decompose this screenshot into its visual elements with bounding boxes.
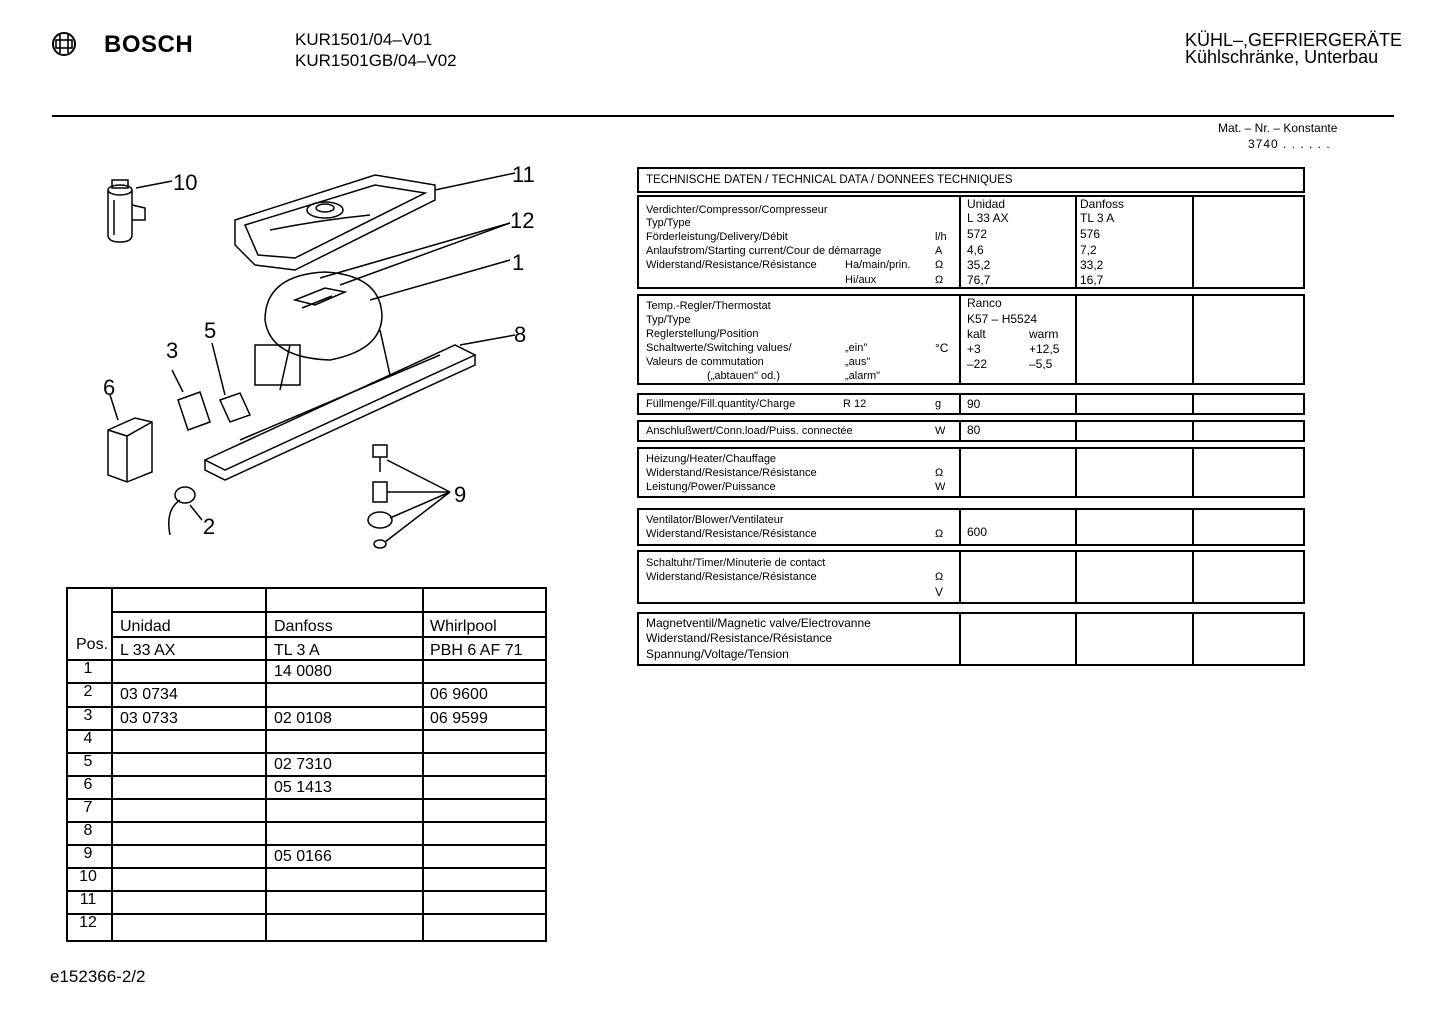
valve-block (637, 612, 1305, 666)
row-danfoss: 02 0108 (274, 710, 332, 727)
power-label: Anschlußwert/Conn.load/Puiss. connectée (646, 425, 853, 437)
thermostat-line: Valeurs de commutation (646, 356, 764, 368)
charge-unit: g (935, 398, 942, 410)
row-unidad: 03 0733 (120, 710, 178, 727)
compressor-line: Verdichter/Compressor/Compresseur (646, 204, 828, 216)
thermo-pos-a-1: +3 (967, 342, 981, 356)
row-pos: 2 (83, 683, 93, 700)
callout-8: 8 (514, 322, 527, 347)
thermo-brand: Ranco (967, 296, 1002, 310)
thermostat-block (637, 294, 1305, 385)
blower-unit: Ω (935, 528, 944, 540)
compressor-unidad: 4,6 (967, 243, 984, 257)
col-2-type: TL 3 A (274, 642, 320, 659)
row-pos: 11 (79, 891, 97, 908)
thermo-pos-a-0: kalt (967, 327, 986, 341)
col-3-name: Whirlpool (430, 618, 497, 635)
row-pos: 10 (79, 868, 97, 885)
timer-unit-2: V (935, 585, 944, 599)
compressor-line: Widerstand/Resistance/Résistance (646, 259, 817, 271)
row-whirlpool: 06 9599 (430, 710, 488, 727)
valve-line-2: Spannung/Voltage/Tension (646, 647, 789, 661)
bosch-logo (50, 30, 78, 63)
tray-part (235, 173, 515, 270)
mat-value: 3740 . . . . . . (1248, 137, 1331, 151)
col-2-name: Danfoss (274, 618, 333, 635)
compressor-block (637, 195, 1305, 289)
thermostat-line: („abtauen" od.) (707, 370, 781, 382)
parts-table (66, 587, 547, 942)
compressor-line: Förderleistung/Delivery/Débit (646, 231, 788, 243)
capacitor-part (108, 180, 172, 242)
compressor-unit: l/h (935, 231, 947, 243)
row-pos: 9 (83, 845, 93, 862)
callout-10: 10 (173, 170, 198, 195)
base-plate-part (205, 335, 515, 480)
heater-line-1: Widerstand/Resistance/Résistance (646, 467, 817, 479)
power-block (637, 420, 1305, 442)
row-pos: 3 (83, 707, 93, 724)
grommet-part (169, 487, 202, 535)
compressor-unidad: Unidad (967, 197, 1006, 211)
row-pos: 7 (83, 799, 93, 816)
timer-block (637, 550, 1305, 604)
tech-title-box (637, 167, 1305, 193)
row-pos: 5 (83, 753, 93, 770)
row-pos: 8 (83, 822, 93, 839)
row-pos: 12 (79, 914, 97, 931)
model-number-1: KUR1501/04–V01 (295, 30, 433, 49)
callout-1: 1 (512, 250, 525, 275)
mat-label: Mat. – Nr. – Konstante (1218, 121, 1338, 135)
category-title: KÜHL–,GEFRIERGERÄTE (1185, 30, 1403, 50)
power-value: 80 (967, 423, 981, 437)
charge-label: Füllmenge/Fill.quantity/Charge (646, 398, 796, 410)
blower-line-1: Widerstand/Resistance/Résistance (646, 528, 817, 540)
heater-unit-1: Ω (935, 467, 944, 479)
heater-line-2: Leistung/Power/Puissance (646, 481, 776, 493)
compressor-unit: Ω (935, 274, 944, 286)
compressor-line: Typ/Type (646, 217, 691, 229)
power-unit: W (935, 425, 946, 437)
thermo-pos-b-1: +12,5 (1029, 342, 1060, 356)
compressor-danfoss: 576 (1080, 227, 1101, 241)
timer-unit-1: Ω (935, 571, 944, 583)
row-danfoss: 05 1413 (274, 779, 332, 796)
row-pos: 6 (83, 776, 93, 793)
thermostat-mid: „ein" (845, 342, 868, 354)
row-pos: 1 (83, 660, 93, 677)
compressor-danfoss: TL 3 A (1080, 211, 1115, 225)
compressor-unidad: 35,2 (967, 258, 991, 272)
callout-3: 3 (166, 338, 179, 363)
callout-9: 9 (454, 482, 467, 507)
row-danfoss: 05 0166 (274, 848, 332, 865)
tech-title: TECHNISCHE DATEN / TECHNICAL DATA / DONNEES TECHNIQUES (646, 174, 1013, 186)
compressor-unidad: L 33 AX (967, 211, 1009, 225)
bosch-armature-icon (50, 30, 78, 58)
compressor-unidad: 572 (967, 227, 988, 241)
compressor-unit: Ω (935, 259, 944, 271)
document-code: e152366-2/2 (50, 967, 146, 986)
callout-11: 11 (512, 162, 535, 187)
heater-block (637, 447, 1305, 498)
heater-unit-2: W (935, 481, 946, 493)
header-rule (52, 115, 1394, 117)
exploded-parts-diagram (90, 160, 550, 560)
charge-value: 90 (967, 397, 981, 411)
thermostat-mid: „aus" (845, 356, 871, 368)
valve-line-1: Widerstand/Resistance/Résistance (646, 631, 833, 645)
thermo-unit: °C (935, 341, 949, 355)
thermostat-line: Reglerstellung/Position (646, 328, 759, 340)
compressor-sub: Hi/aux (845, 274, 877, 286)
heater-line-0: Heizung/Heater/Chauffage (646, 453, 777, 465)
compressor-sub: Ha/main/prin. (845, 259, 911, 271)
blower-block (637, 508, 1305, 546)
brand-name: BOSCH (104, 31, 194, 58)
valve-line-0: Magnetventil/Magnetic valve/Electrovanne (646, 616, 871, 630)
compressor-unit: A (935, 245, 943, 257)
callout-6: 6 (103, 375, 116, 400)
thermostat-mid: „alarm" (845, 370, 881, 382)
thermostat-line: Temp.-Regler/Thermostat (646, 300, 771, 312)
compressor-danfoss: 33,2 (1080, 258, 1104, 272)
row-danfoss: 02 7310 (274, 756, 332, 773)
callout-5: 5 (204, 318, 217, 343)
category-subtitle: Kühlschränke, Unterbau (1185, 47, 1379, 67)
compressor-unidad: 76,7 (967, 273, 991, 287)
callout-2: 2 (203, 514, 216, 539)
thermostat-line: Typ/Type (646, 314, 691, 326)
charge-block (637, 393, 1305, 415)
thermostat-line: Schaltwerte/Switching values/ (646, 342, 792, 354)
overload-part (212, 343, 250, 422)
row-danfoss: 14 0080 (274, 663, 332, 680)
thermo-type: K57 – H5524 (967, 312, 1038, 326)
thermo-pos-a-2: –22 (967, 357, 988, 371)
thermo-pos-b-0: warm (1029, 327, 1059, 341)
callout-12: 12 (510, 208, 535, 233)
col-1-name: Unidad (120, 618, 171, 635)
timer-line-1: Widerstand/Resistance/Résistance (646, 571, 817, 583)
relay-cover-part (108, 395, 152, 482)
mounting-hardware-part (368, 445, 450, 548)
row-unidad: 03 0734 (120, 686, 178, 703)
row-pos: 4 (83, 730, 93, 747)
compressor-part (255, 223, 510, 390)
compressor-danfoss: 16,7 (1080, 273, 1104, 287)
compressor-danfoss: 7,2 (1080, 243, 1097, 257)
compressor-line: Anlaufstrom/Starting current/Cour de démarrage (646, 245, 882, 257)
timer-line-0: Schaltuhr/Timer/Minuterie de contact (646, 557, 826, 569)
pos-header: Pos. (76, 636, 109, 653)
row-whirlpool: 06 9600 (430, 686, 488, 703)
col-1-type: L 33 AX (120, 642, 176, 659)
col-3-type: PBH 6 AF 71 (430, 642, 523, 659)
blower-value: 600 (967, 525, 988, 539)
compressor-danfoss: Danfoss (1080, 197, 1125, 211)
relay-part (172, 370, 210, 430)
charge-refrigerant: R 12 (843, 398, 867, 410)
thermo-pos-b-2: –5,5 (1029, 357, 1053, 371)
blower-line-0: Ventilator/Blower/Ventilateur (646, 514, 784, 526)
model-number-2: KUR1501GB/04–V02 (295, 51, 457, 70)
